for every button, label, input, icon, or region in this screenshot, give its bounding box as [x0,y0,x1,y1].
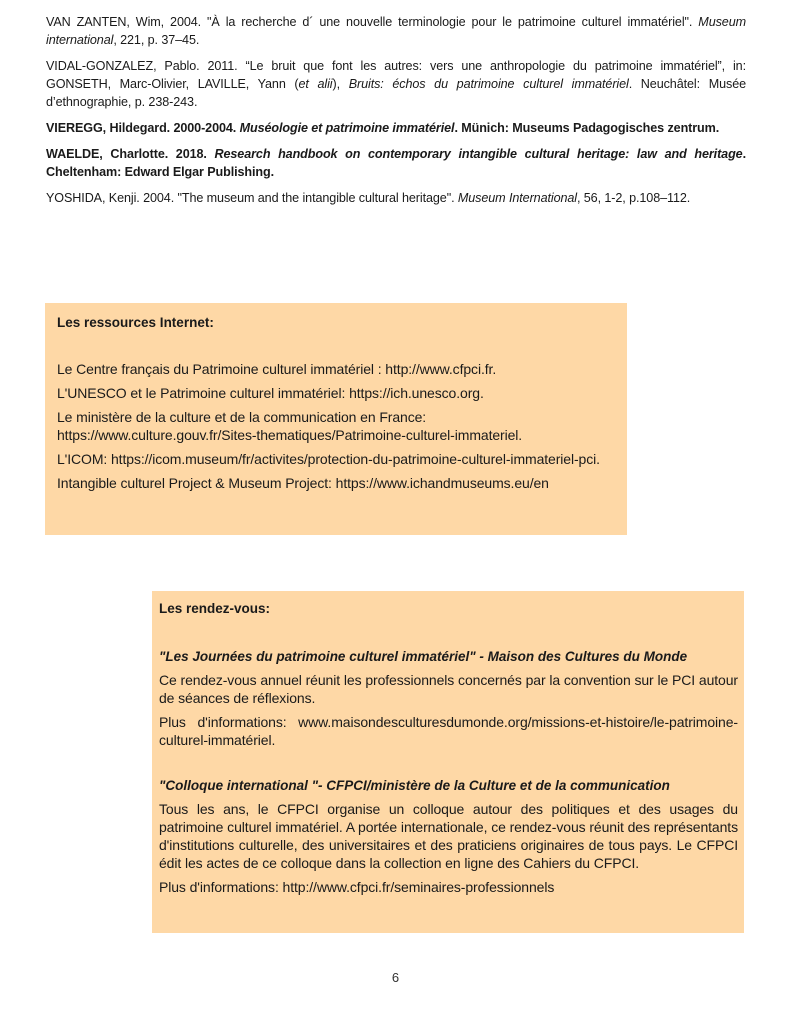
reference-entry [46,189,746,207]
reference-entry [46,145,746,181]
spacer [159,755,738,777]
reference-text: ), [332,77,349,91]
event-description: Tous les ans, le CFPCI organise un colloque autour des politiques et des usages du patrimoine culturel immatériel. A portée internationale, ce rendez-vous réunit des représentants d'institutions culturelle, des universitaires et des praticiens originaires de tous pays. Le CFPCI édit les actes de ce colloque dans la collection en ligne des Cahiers du CFPCI. [159,801,738,871]
event-description: Ce rendez-vous annuel réunit les professionnels concernés par la convention sur le PCI autour de séances de réflexions. [159,672,738,706]
reference-text: VAN ZANTEN, Wim, 2004. "À la recherche d´ une nouvelle terminologie pour le patrimoine culturel immatériel". [46,15,699,29]
reference-text: . Neuchâtel: Musée d’ethnographie, p. 238-243. [46,77,746,109]
resource-item: Le Centre français du Patrimoine culturel immatériel : http://www.cfpci.fr. [57,361,497,377]
bibliography-list [46,13,746,215]
resource-item: Le ministère de la culture et de la communication en France: https://www.culture.gouv.fr/Sites-thematiques/Patrimoine-culturel-immateriel. [57,409,523,443]
reference-title-italic: Muséologie et patrimoine immatériel [239,121,455,135]
reference-text: WAELDE, Charlotte. 2018. [46,147,215,161]
reference-title-italic: Research handbook on contemporary intangible cultural heritage: law and heritage [214,147,743,161]
page-number: 6 [391,970,400,985]
reference-text: , 221, p. 37–45. [113,33,200,47]
reference-text: . Cheltenham: Edward Elgar Publishing. [46,147,746,179]
reference-title-italic: Museum International [457,191,577,205]
resource-item: L'ICOM: https://icom.museum/fr/activites/protection-du-patrimoine-culturel-immateriel-pci. [57,451,600,467]
reference-text: VIEREGG, Hildegard. 2000-2004. [46,121,240,135]
resource-item: Intangible culturel Project & Museum Project: https://www.ichandmuseums.eu/en [57,475,549,491]
event-entry [159,777,738,896]
events-box [152,591,744,933]
events-title: Les rendez-vous: [159,601,271,616]
reference-text: . Münich: Museums Padagogisches zentrum. [454,121,720,135]
reference-entry [46,57,746,111]
reference-entry [46,119,746,137]
internet-resources-title: Les ressources Internet: [57,315,214,330]
reference-text: YOSHIDA, Kenji. 2004. "The museum and the intangible cultural heritage". [46,191,458,205]
reference-entry [46,13,746,49]
reference-text: VIDAL-GONZALEZ, Pablo. 2011. “Le bruit que font les autres: vers une anthropologie du patrimoine immatériel”, in: GONSETH, Marc-Olivier, LAVILLE, Yann ( [46,59,746,91]
event-more-info: Plus d'informations: http://www.cfpci.fr/seminaires-professionnels [159,879,555,895]
event-title: "Les Journées du patrimoine culturel immatériel" - Maison des Cultures du Monde [159,649,688,664]
event-entry [159,648,738,749]
reference-title-italic: Museum international [46,15,746,47]
resource-item: L'UNESCO et le Patrimoine culturel immatériel: https://ich.unesco.org. [57,385,484,401]
reference-text: , 56, 1-2, p.108–112. [576,191,691,205]
event-more-info: Plus d'informations: www.maisondesculturesdumonde.org/missions-et-histoire/le-patrimoine-culturel-immatériel. [159,714,738,748]
internet-resources-box [45,303,627,535]
reference-title-italic: et alii [298,77,333,91]
event-title: "Colloque international "- CFPCI/ministère de la Culture et de la communication [159,778,670,793]
reference-title-italic: Bruits: échos du patrimoine culturel immatériel [348,77,629,91]
